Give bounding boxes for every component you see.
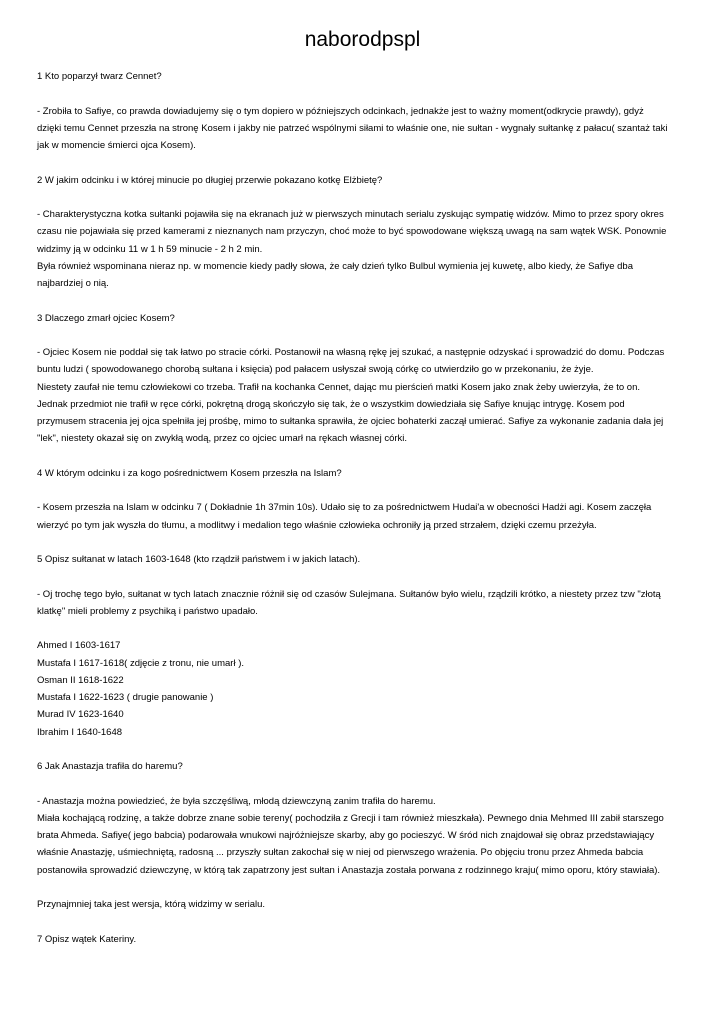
answer-2-line: widzimy ją w odcinku 11 w 1 h 59 minucie - 2 h 2 min. (37, 243, 263, 255)
answer-6-line: brata Ahmeda. Safiye( jego babcia) podarowała wnukowi najróżniejsze skarby, aby go pocieszyć. W śród nich znajdował się obraz przedstawiający (37, 830, 655, 841)
answer-3-line: "lek", niestety okazał się on zwykłą wodą, przez co ojciec umarł na rękach własnej córki. (37, 433, 408, 445)
answer-4-line: wierzyć po tym jak wyszła do tłumu, a modlitwy i medalion tego właśnie człowieka ochroniły ją przed strzałem, dzięki czemu przeżyła. (37, 519, 597, 531)
answer-6-line: postanowiła sprowadzić dziewczynę, w którą tak zapatrzony jest sułtan i Anastazja została porwana z rodzinnego kraju( mimo oporu, który stawiała). (37, 864, 661, 876)
question-5-line: 5 Opisz sułtanat w latach 1603-1648 (kto rządził państwem i w jakich latach). (37, 554, 361, 565)
question-3 (37, 310, 693, 327)
question-4-line: 4 W którym odcinku i za kogo pośrednictwem Kosem przeszła na Islam? (37, 467, 342, 479)
answer-2-line: Była również wspominana nieraz np. w momencie kiedy padły słowa, że cały dzień tylko Bulbul wymienia jej kuwetę, albo kiedy, że Safiye dba (37, 260, 633, 272)
question-1-line: 1 Kto poparzył twarz Cennet? (37, 71, 162, 82)
answer-3-line: buntu ludzi ( spowodowanego chorobą sułtana i księcia) pod pałacem usłyszał swoją córkę co utwierdziło go w przekonaniu, że żyje. (37, 364, 594, 376)
answer-6 (37, 793, 693, 879)
answer-2 (37, 206, 693, 292)
answer-3-line: - Ojciec Kosem nie poddał się tak łatwo po stracie córki. Postanowił na własną rękę jej szukać, a następnie odzyskać i sprowadzić do domu. Podczas (37, 347, 665, 358)
question-7 (37, 931, 693, 948)
answer-5 (37, 586, 693, 621)
answer-1-line: jak w momencie śmierci ojca Kosem). (37, 140, 196, 151)
question-7-line: 7 Opisz wątek Kateriny. (37, 933, 137, 945)
answer-5-line: klatkę" mieli problemy z psychiką i państwo upadało. (37, 605, 258, 617)
question-6-line: 6 Jak Anastazja trafiła do haremu? (37, 761, 183, 772)
answer-6-line: Miała kochającą rodzinę, a także dobrze znane sobie tereny( pochodziła z Grecji i tam również mieszkała). Pewnego dnia Mehmed III zabił starszego (37, 812, 664, 824)
page-title: naborodpspl (304, 28, 421, 51)
answer-2-line: czasu nie pojawiała się przed kamerami z nieznanych nam przyczyn, choć może to być spowodowane większą uwagą na sam wątek WSK. Ponownie (37, 226, 667, 238)
question-3-line: 3 Dlaczego zmarł ojciec Kosem? (37, 312, 175, 324)
answer-1 (37, 103, 693, 155)
answer-4 (37, 499, 693, 534)
answer-6-note (37, 896, 693, 913)
question-1 (37, 68, 693, 85)
question-2-line: 2 W jakim odcinku i w której minucie po długiej przerwie pokazano kotkę Elżbietę? (37, 174, 383, 186)
answer-4-line: - Kosem przeszła na Islam w odcinku 7 ( Dokładnie 1h 37min 10s). Udało się to za pośrednictwem Hudai'a w obecności Hadżi agi. Kosem zaczęła (37, 502, 652, 514)
answer-3-line: Niestety zaufał nie temu człowiekowi co trzeba. Trafił na kochanka Cennet, dając mu pierścień matki Kosem jako znak żeby uwierzyła, że to on. (37, 381, 641, 393)
answer-6-line: - Anastazja można powiedzieć, że była szczęśliwą, młodą dziewczyną zanim trafiła do haremu. (37, 795, 436, 807)
question-6 (37, 758, 693, 775)
answer-6-note-line: Przynajmniej taka jest wersja, którą widzimy w serialu. (37, 899, 266, 910)
rulers-list-line: Murad IV 1623-1640 (37, 709, 124, 721)
answer-3-line: Jednak przedmiot nie trafił w ręce córki, pokrętną drogą skończyło się tak, że o wszystkim dowiedziała się Safiye knując intrygę. Kosem pod (37, 398, 625, 410)
rulers-list-line: Ibrahim I 1640-1648 (37, 726, 123, 738)
rulers-list-line: Ahmed I 1603-1617 (37, 640, 121, 652)
answer-6-line: właśnie Anastazję, uśmiechniętą, radosną ... przyszły sułtan zakochał się w niej od pierwszego wrażenia. Po objęciu tronu przez Ahmeda babcia (37, 847, 644, 859)
rulers-list-line: Mustafa I 1617-1618( zdjęcie z tronu, nie umarł ). (37, 657, 244, 669)
answer-2-line: najbardziej o nią. (37, 278, 109, 289)
answer-5-line: - Oj trochę tego było, sułtanat w tych latach znacznie różnił się od czasów Sulejmana. Sułtanów było wielu, rządzili krótko, a niestety przez tzw "złotą (37, 588, 661, 600)
rulers-list (37, 637, 693, 741)
rulers-list-line: Mustafa I 1622-1623 ( drugie panowanie ) (37, 692, 214, 703)
answer-3 (37, 344, 693, 448)
document-body (37, 68, 693, 948)
answer-1-line: - Zrobiła to Safiye, co prawda dowiadujemy się o tym dopiero w późniejszych odcinkach, jednakże jest to ważny moment(odkrycie prawdy), gdyż (37, 105, 644, 117)
answer-2-line: - Charakterystyczna kotka sułtanki pojawiła się na ekranach już w pierwszych minutach serialu zyskując sympatię widzów. Mimo to przez spory okres (37, 209, 664, 220)
answer-3-line: przymusem stracenia jej ojca spełniła jej prośbę, mimo to sułtanka sprawiła, że ojciec bohaterki zaczął umierać. Safiye za wykonanie zadania dała jej (37, 416, 664, 427)
question-2 (37, 172, 693, 189)
question-4 (37, 465, 693, 482)
answer-1-line: dzięki temu Cennet przeszła na stronę Kosem i jakby nie patrzeć wspólnymi siłami to właśnie one, nie sułtan - wygnały sułtankę z pałacu( szantaż taki (37, 122, 668, 134)
rulers-list-line: Osman II 1618-1622 (37, 674, 124, 686)
question-5 (37, 551, 693, 568)
